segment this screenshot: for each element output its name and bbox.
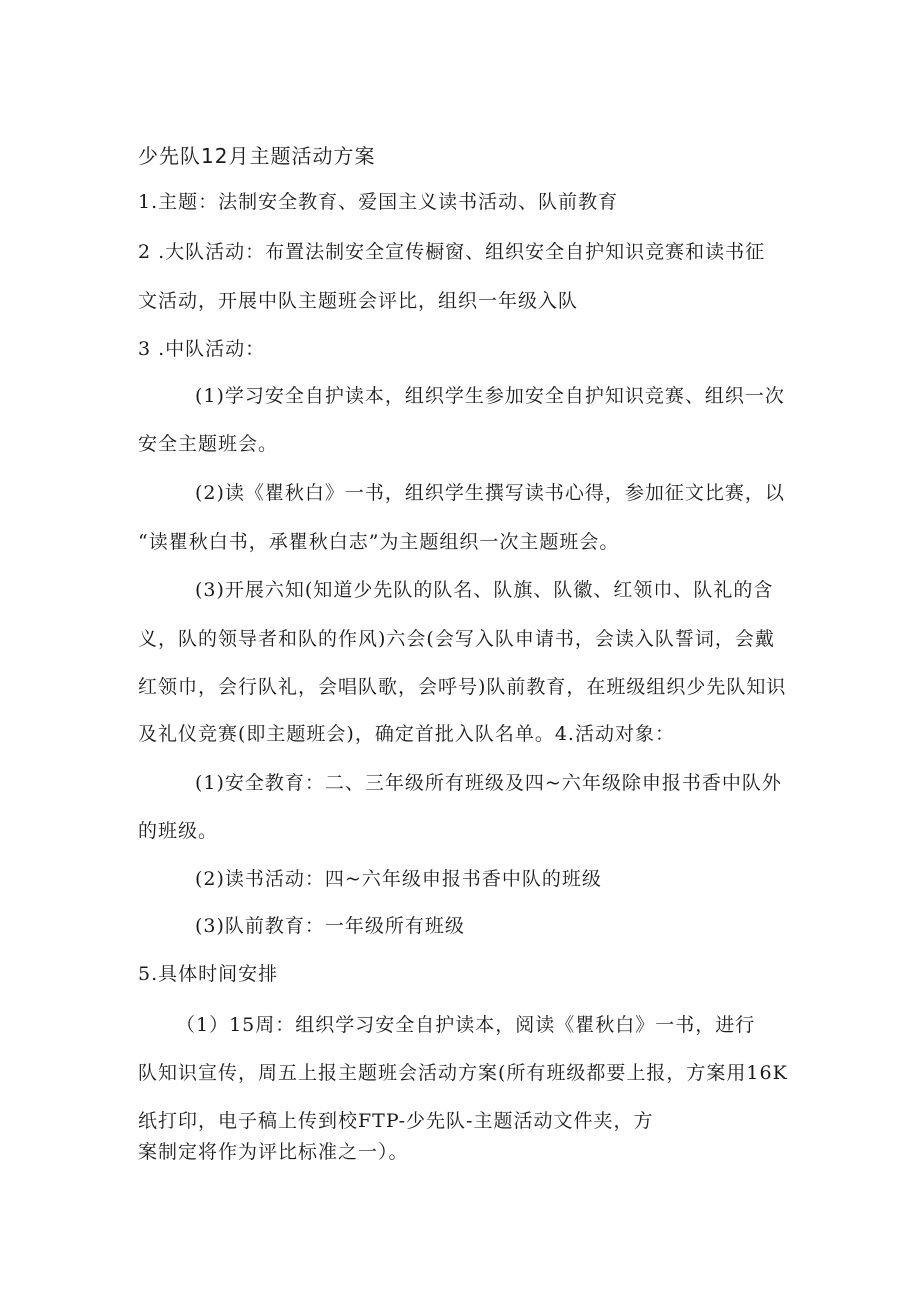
paragraph-line: 2 .大队活动：布置法制安全宣传橱窗、组织安全自护知识竞赛和读书征 [138, 241, 766, 263]
paragraph-line: (1)安全教育：二、三年级所有班级及四~六年级除申报书香中队外 [195, 772, 782, 794]
paragraph-line: “读瞿秋白书，承瞿秋白志”为主题组织一次主题班会。 [138, 531, 620, 553]
paragraph-line: 及礼仪竞赛(即主题班会)，确定首批入队名单。4.活动对象： [138, 723, 675, 745]
paragraph-line: 文活动，开展中队主题班会评比，组织一年级入队 [138, 290, 579, 312]
paragraph-line: (2)读《瞿秋白》一书，组织学生撰写读书心得，参加征文比赛，以 [195, 482, 785, 504]
paragraph-line: 3 .中队活动： [138, 338, 266, 360]
paragraph-line: 1.主题：法制安全教育、爱国主义读书活动、队前教育 [138, 191, 619, 213]
paragraph-line: 红领巾，会行队礼，会唱队歌，会呼号)队前教育，在班级组织少先队知识 [138, 676, 787, 698]
paragraph-line: 队知识宣传，周五上报主题班会活动方案(所有班级都要上报，方案用16K [138, 1062, 788, 1084]
paragraph-line: 的班级。 [138, 820, 219, 842]
paragraph-line: (2)读书活动：四~六年级申报书香中队的班级 [195, 868, 602, 890]
paragraph-line: 义，队的领导者和队的作风)六会(会写入队申请书，会读入队誓词，会戴 [138, 628, 775, 650]
paragraph-line: (3)开展六知(知道少先队的队名、队旗、队徽、红领巾、队礼的含 [195, 579, 774, 601]
section-heading: 5.具体时间安排 [138, 963, 279, 985]
page-title: 少先队12月主题活动方案 [138, 144, 376, 168]
paragraph-line: 纸打印，电子稿上传到校FTP-少先队-主题活动文件夹，方 [138, 1110, 654, 1132]
paragraph-line: (3)队前教育：一年级所有班级 [195, 915, 465, 937]
paragraph-line: (1)学习安全自护读本，组织学生参加安全自护知识竞赛、组织一次 [195, 385, 785, 407]
paragraph-line: 案制定将作为评比标准之一）。 [138, 1141, 409, 1163]
paragraph-line: 安全主题班会。 [138, 433, 279, 455]
paragraph-line: （1）15周：组织学习安全自护读本，阅读《瞿秋白》一书，进行 [176, 1014, 756, 1036]
